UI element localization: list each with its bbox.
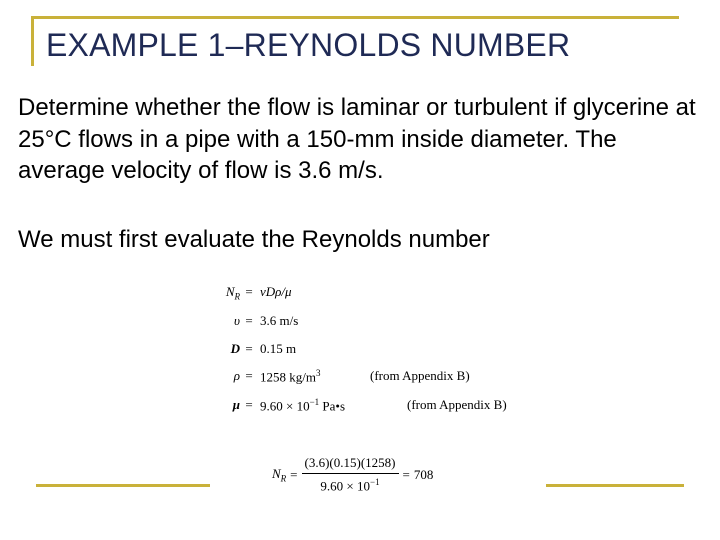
problem-text: Determine whether the flow is laminar or turbulent if glycerine at 25°C flows in a pipe with a 150-mm inside diameter. The average velocity of flow is 3.6 m/s.: [18, 94, 696, 184]
d-value: 0.15 m: [260, 341, 297, 356]
right-accent-line: [546, 484, 684, 487]
title-frame-top: [31, 16, 679, 19]
result-numerator: (3.6)(0.15)(1258): [304, 455, 396, 471]
d-symbol: D: [230, 341, 240, 356]
result-value: 708: [413, 467, 434, 482]
left-accent-line: [36, 484, 210, 487]
rho-note: (from Appendix B): [370, 368, 470, 383]
mu-exponent: −1: [309, 397, 320, 407]
step-text: We must first evaluate the Reynolds number: [18, 226, 490, 253]
rho-value: 1258 kg/m: [260, 369, 316, 385]
nr-subscript: R: [234, 291, 240, 302]
equation-result: $N_R$ = $\frac{(3.6)(0.15)(1258)}{9.60 \times 10^{-1}}$ = 708: [272, 455, 434, 494]
rho-exponent: 3: [315, 368, 321, 378]
result-denominator: 9.60 × 10: [320, 478, 371, 494]
definition-rhs: vDρ/μ: [260, 284, 292, 299]
mu-symbol: μ: [232, 397, 240, 412]
mu-note: (from Appendix B): [407, 397, 507, 412]
v-value: 3.6 m/s: [260, 313, 299, 328]
result-denominator-exponent: −1: [370, 477, 380, 488]
title-frame-left: [31, 16, 34, 66]
rho-symbol: ρ: [233, 368, 240, 383]
mu-value: 9.60 × 10: [260, 398, 310, 414]
mu-unit: Pa•s: [322, 398, 346, 414]
result-fraction: [302, 455, 399, 494]
slide-title: EXAMPLE 1–REYNOLDS NUMBER: [46, 27, 571, 63]
v-symbol: υ: [234, 313, 240, 328]
